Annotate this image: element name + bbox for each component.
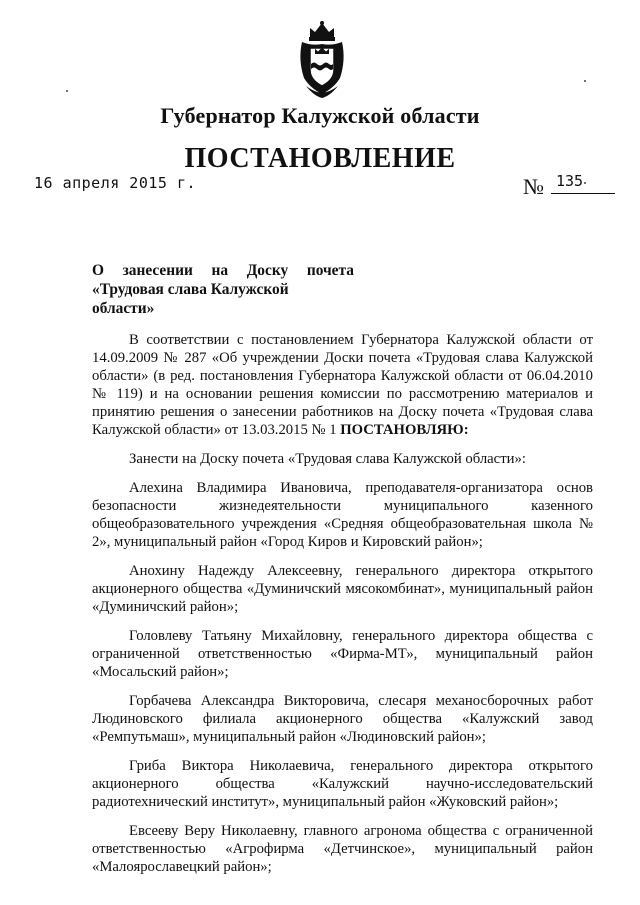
document-date: 16 апреля 2015 г. <box>34 174 197 192</box>
awardee-paragraph: Евсееву Веру Николаевну, главного агронома общества с ограниченной ответственностью «Агрофирма «Детчинское», муниципальный район «Малоярославецкий район»; <box>92 823 593 875</box>
preamble-paragraph <box>92 331 593 439</box>
document-subject <box>92 261 354 318</box>
awardee-paragraph: Головлеву Татьяну Михайловну, генерального директора общества с ограниченной ответственностью «Фирма-МТ», муниципальный район «Мосальский район»; <box>92 628 593 680</box>
subject-word: О <box>92 262 104 279</box>
subject-word: Доску <box>246 262 289 279</box>
number-value: 135 <box>556 172 584 190</box>
awardee-paragraph: Гриба Виктора Николаевича, генерального директора открытого акционерного общества «Калужский научно-исследовательский радиотехнический институт», муниципальный район «Жуковский район»; <box>92 758 593 810</box>
document-number <box>523 170 615 199</box>
subject-word: почета <box>306 262 354 279</box>
awardee-paragraph: Алехина Владимира Ивановича, преподавателя-организатора основ безопасности жизнедеятельности муниципального казенного общеобразовательного учреждения «Средняя общеобразовательная школа № 2», муниципальный район «Город Киров и Кировский район»; <box>92 480 593 550</box>
subject-line-2: «Трудовая слава Калужской области» <box>92 281 289 317</box>
awardee-paragraph: Анохину Надежду Алексеевну, генерального директора открытого акционерного общества «Думиничский мясокомбинат», муниципальный район «Думиничский район»; <box>92 563 593 615</box>
resolution-keyword: ПОСТАНОВЛЯЮ: <box>340 422 469 438</box>
number-underline <box>551 193 615 194</box>
document-type-title: ПОСТАНОВЛЕНИЕ <box>184 143 456 174</box>
subject-word: занесении <box>122 262 193 279</box>
preamble-text: В соответствии с постановлением Губернатора Калужской области от 14.09.2009 № 287 «Об учреждении Доски почета «Трудовая слава Калужской области» (в ред. постановления Губернатора Калужской области от 06.04.2010 № 119) и на основании решения комиссии по рассмотрению материалов и принятию решения о занесении работников на Доску почета «Трудовая слава Калужской области» от 13.03.2015 № 1 <box>92 332 593 438</box>
number-sign: № <box>523 174 544 199</box>
order-paragraph: Занести на Доску почета «Трудовая слава Калужской области»: <box>129 451 526 467</box>
coat-of-arms-icon <box>296 20 348 100</box>
subject-line-1 <box>92 261 354 280</box>
scan-speck <box>584 80 586 82</box>
issuing-authority: Губернатор Калужской области <box>160 103 480 128</box>
scan-speck <box>584 182 586 184</box>
awardee-paragraph: Горбачева Александра Викторовича, слесаря механосборочных работ Людиновского филиала акционерного общества «Калужский завод «Ремпутьмаш», муниципальный район «Людиновский район»; <box>92 693 593 745</box>
subject-word: на <box>211 262 229 279</box>
document-body <box>92 331 593 876</box>
scan-speck <box>66 90 68 92</box>
